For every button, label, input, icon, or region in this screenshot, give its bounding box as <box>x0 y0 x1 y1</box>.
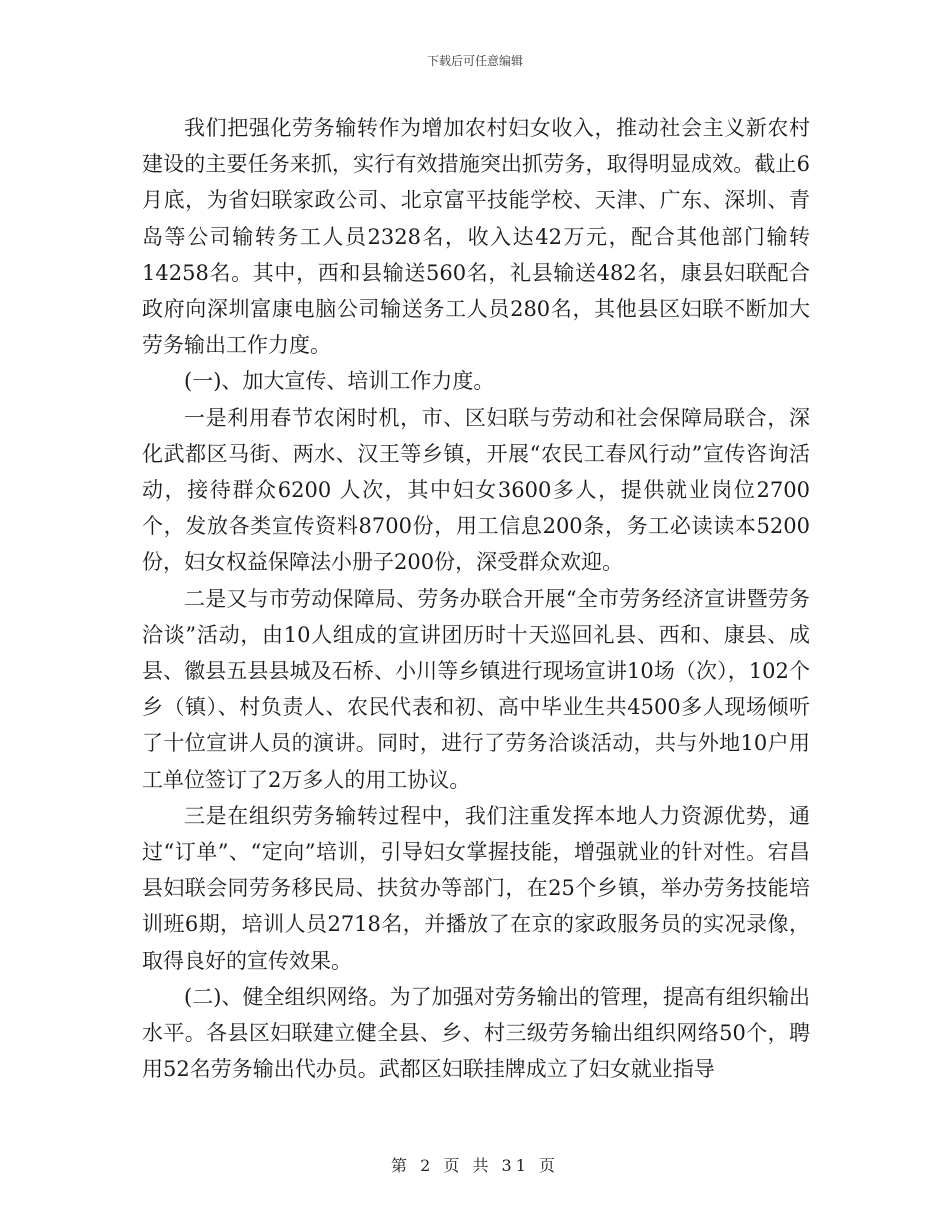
page-number-footer: 第 2 页 共 31 页 <box>391 1156 559 1175</box>
document-body <box>142 110 810 1087</box>
paragraph-point-3: 三是在组织劳务输转过程中，我们注重发挥本地人力资源优势，通过“订单”、“定向”培训，引导妇女掌握技能，增强就业的针对性。宕昌县妇联会同劳务移民局、扶贫办等部门，在25个乡镇，举办劳务技能培训班6期，培训人员2718名，并播放了在京的家政服务员的实况录像，取得良好的宣传效果。 <box>142 803 810 973</box>
paragraph-point-1: 一是利用春节农闲时机，市、区妇联与劳动和社会保障局联合，深化武都区马街、两水、汉王等乡镇，开展“农民工春风行动”宣传咨询活动，接待群众6200 人次，其中妇女3600多人，提供就业岗位2700个，发放各类宣传资料8700份，用工信息200条，务工必读读本5200份，妇女权益保障法小册子200份，深受群众欢迎。 <box>142 405 810 575</box>
paragraph-intro: 我们把强化劳务输转作为增加农村妇女收入，推动社会主义新农村建设的主要任务来抓，实行有效措施突出抓劳务，取得明显成效。截止6月底，为省妇联家政公司、北京富平技能学校、天津、广东、深圳、青岛等公司输转务工人员2328名，收入达42万元，配合其他部门输转14258名。其中，西和县输送560名，礼县输送482名，康县妇联配合政府向深圳富康电脑公司输送务工人员280名，其他县区妇联不断加大劳务输出工作力度。 <box>142 116 810 358</box>
page-header: 下载后可任意编辑 <box>426 54 523 68</box>
section-heading-2: (二)、健全组织网络。为了加强对劳务输出的管理，提高有组织输出水平。各县区妇联建立健全县、乡、村三级劳务输出组织网络50个，聘用52名劳务输出代办员。武都区妇联挂牌成立了妇女就业指导 <box>142 984 810 1082</box>
paragraph-point-2: 二是又与市劳动保障局、劳务办联合开展“全市劳务经济宣讲暨劳务洽谈”活动，由10人组成的宣讲团历时十天巡回礼县、西和、康县、成县、徽县五县县城及石桥、小川等乡镇进行现场宣讲10场（次），102个乡（镇）、村负责人、农民代表和初、高中毕业生共4500多人现场倾听了十位宣讲人员的演讲。同时，进行了劳务洽谈活动，共与外地10户用工单位签订了2万多人的用工协议。 <box>142 586 810 792</box>
section-heading-1: (一)、加大宣传、培训工作力度。 <box>184 369 495 394</box>
